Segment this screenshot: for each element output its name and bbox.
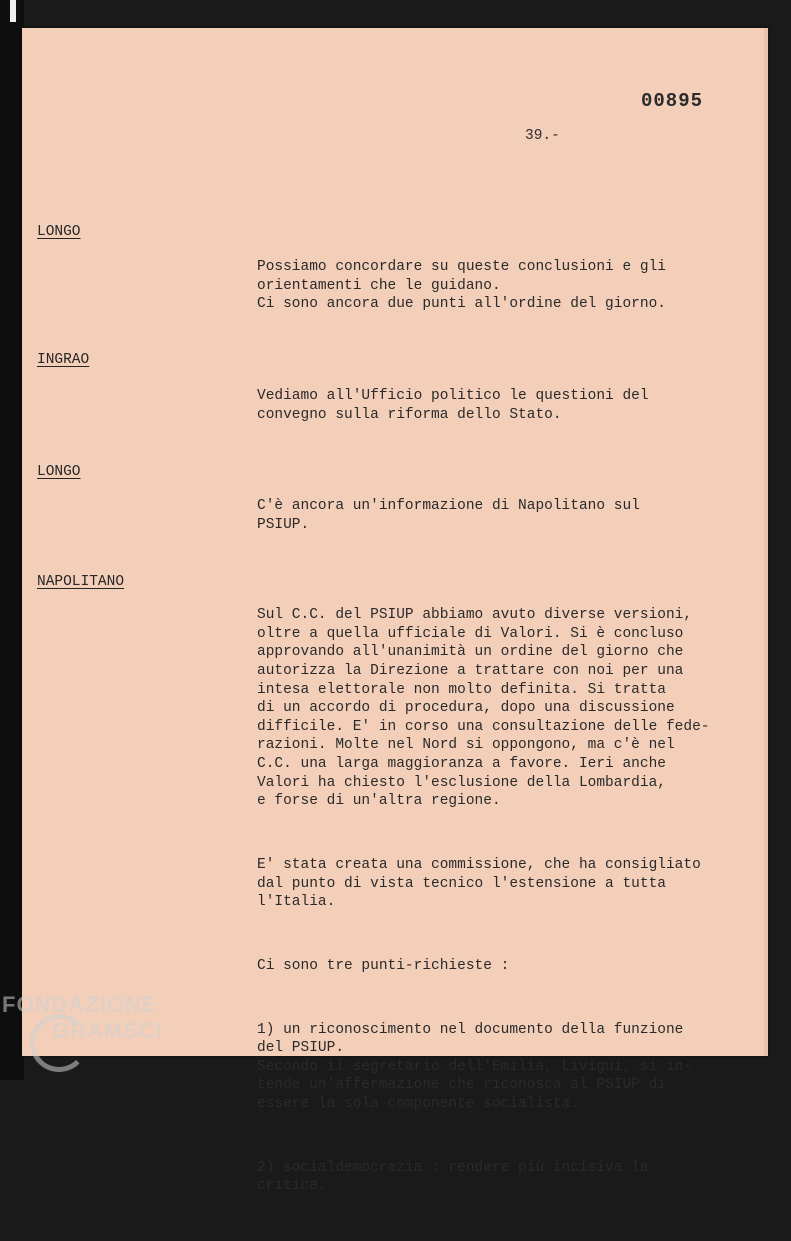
speaker-label: LONGO bbox=[37, 224, 81, 240]
page-edge bbox=[764, 28, 768, 1056]
speech-paragraph: Vediamo all'Ufficio politico le questioni del convegno sulla riforma dello Stato. bbox=[257, 388, 649, 423]
speech-paragraph: Ci sono tre punti-richieste : bbox=[257, 957, 510, 974]
speech-paragraph: Possiamo concordare su queste conclusioni e gli orientamenti che le guidano. Ci sono ancora due punti all'ordine del giorno. bbox=[257, 259, 666, 313]
speech-text bbox=[257, 221, 747, 359]
speech-paragraph: C'è ancora un'informazione di Napolitano sul PSIUP. bbox=[257, 498, 640, 533]
document-page bbox=[22, 28, 768, 1195]
speech-paragraph: E' stata creata una commissione, che ha consigliato dal punto di vista tecnico l'estensione a tutta l'Italia. bbox=[257, 856, 701, 911]
archive-watermark bbox=[2, 992, 163, 1044]
document-number: 00895 bbox=[641, 90, 704, 112]
binding-clip bbox=[10, 0, 16, 22]
speaker-label: LONGO bbox=[37, 464, 81, 480]
watermark-logo-icon bbox=[30, 1014, 88, 1072]
speaker-label: NAPOLITANO bbox=[37, 574, 125, 590]
speech-paragraph: 1) un riconoscimento nel documento della funzione del PSIUP. Secondo il segretario dell'Emilia, Livigui, si in- tende un'affermazione che riconosca al PSIUP di essere la sola componente socialista. bbox=[257, 1021, 693, 1113]
binding-spine bbox=[0, 0, 24, 1080]
watermark-line-2: GRAMSCI bbox=[52, 1018, 163, 1043]
speaker-label: INGRAO bbox=[37, 352, 90, 368]
speech-text bbox=[257, 460, 747, 580]
page-number: 39.- bbox=[525, 128, 560, 144]
speech-paragraph: Sul C.C. del PSIUP abbiamo avuto diverse versioni, oltre a quella ufficiale di Valori. Si è concluso approvando all'unanimità un ordine del giorno che autorizza la Direzione a trattare con noi per una intesa elettorale non molto definita. Si tratta di un accordo di procedura, dopo una discussione difficile. E' in corso una consultazione delle fede- razioni. Molte nel Nord si oppongono, ma c'è nel C.C. una larga maggioranza a favore. Ieri anche Valori ha chiesto l'esclusione della Lombardia, e forse di un'altra regione. bbox=[257, 607, 710, 810]
speech-paragraph: 2) socialdemocrazia : rendere più incisiva la critica. bbox=[257, 1159, 649, 1195]
speech-text bbox=[257, 350, 747, 470]
watermark-line-1: FONDAZIONE bbox=[2, 992, 158, 1017]
speech-text bbox=[257, 569, 747, 1241]
